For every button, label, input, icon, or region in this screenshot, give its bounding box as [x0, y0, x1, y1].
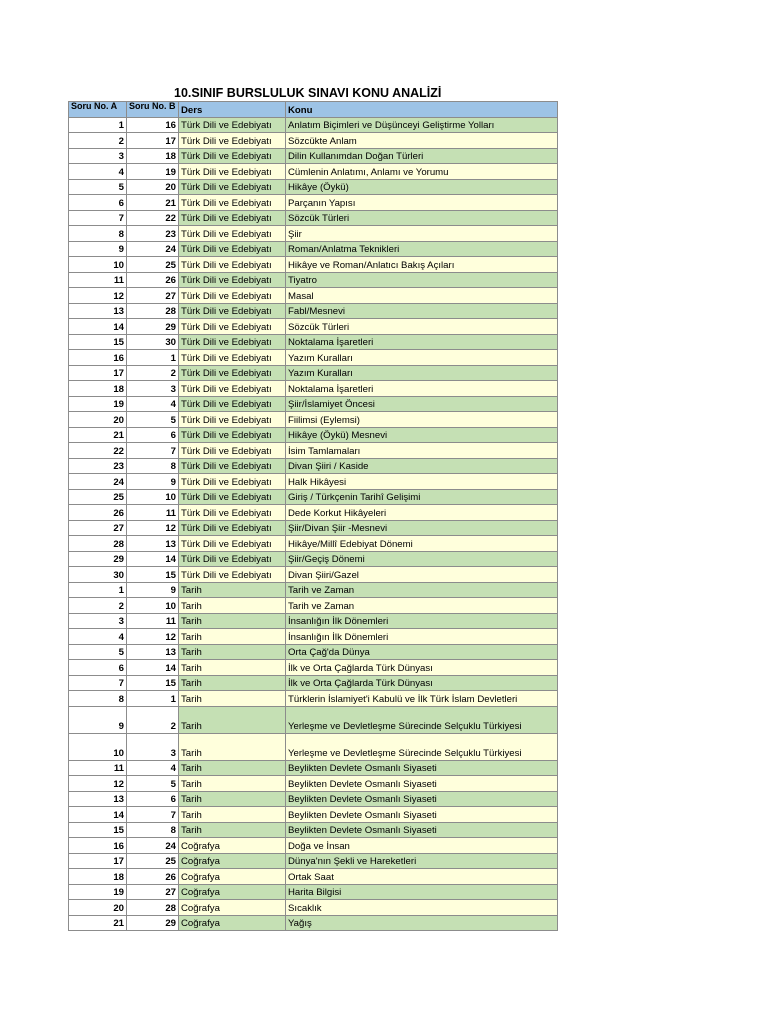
table-row [69, 474, 558, 490]
cell-ders: Tarih [179, 691, 286, 707]
cell-soru-no-a: 7 [69, 675, 127, 691]
cell-konu: Yağış [286, 915, 558, 931]
table-row [69, 272, 558, 288]
cell-soru-no-a: 5 [69, 179, 127, 195]
cell-soru-no-b: 10 [127, 598, 179, 614]
cell-soru-no-b: 12 [127, 520, 179, 536]
cell-konu: Cümlenin Anlatımı, Anlamı ve Yorumu [286, 164, 558, 180]
cell-soru-no-a: 19 [69, 884, 127, 900]
table-row [69, 900, 558, 916]
cell-konu: Beylikten Devlete Osmanlı Siyaseti [286, 807, 558, 823]
cell-soru-no-b: 2 [127, 706, 179, 733]
cell-soru-no-a: 22 [69, 443, 127, 459]
cell-soru-no-b: 26 [127, 272, 179, 288]
cell-konu: Giriş / Türkçenin Tarihî Gelişimi [286, 489, 558, 505]
cell-soru-no-a: 15 [69, 822, 127, 838]
table-row [69, 791, 558, 807]
cell-soru-no-a: 9 [69, 241, 127, 257]
cell-konu: Şiir [286, 226, 558, 242]
cell-konu: İlk ve Orta Çağlarda Türk Dünyası [286, 675, 558, 691]
topic-analysis-table [68, 101, 558, 931]
cell-konu: Beylikten Devlete Osmanlı Siyaseti [286, 760, 558, 776]
cell-ders: Türk Dili ve Edebiyatı [179, 396, 286, 412]
cell-soru-no-a: 27 [69, 520, 127, 536]
cell-konu: Türklerin İslamiyet'i Kabulü ve İlk Türk İslam Devletleri [286, 691, 558, 707]
table-row [69, 598, 558, 614]
cell-soru-no-a: 18 [69, 869, 127, 885]
cell-ders: Coğrafya [179, 853, 286, 869]
table-row [69, 288, 558, 304]
cell-soru-no-b: 16 [127, 117, 179, 133]
cell-soru-no-b: 14 [127, 551, 179, 567]
header-ders: Ders [179, 102, 286, 118]
cell-soru-no-a: 4 [69, 629, 127, 645]
cell-konu: Roman/Anlatma Teknikleri [286, 241, 558, 257]
table-row [69, 838, 558, 854]
cell-soru-no-a: 14 [69, 319, 127, 335]
cell-konu: Hikâye (Öykü) Mesnevi [286, 427, 558, 443]
cell-soru-no-b: 11 [127, 613, 179, 629]
cell-konu: İlk ve Orta Çağlarda Türk Dünyası [286, 660, 558, 676]
cell-ders: Türk Dili ve Edebiyatı [179, 195, 286, 211]
cell-ders: Türk Dili ve Edebiyatı [179, 505, 286, 521]
cell-soru-no-b: 11 [127, 505, 179, 521]
cell-ders: Tarih [179, 582, 286, 598]
cell-konu: Tiyatro [286, 272, 558, 288]
table-row [69, 613, 558, 629]
cell-konu: Sıcaklık [286, 900, 558, 916]
table-row [69, 807, 558, 823]
cell-ders: Türk Dili ve Edebiyatı [179, 257, 286, 273]
cell-konu: Divan Şiiri/Gazel [286, 567, 558, 583]
cell-konu: Fiilimsi (Eylemsi) [286, 412, 558, 428]
table-row [69, 706, 558, 733]
cell-konu: Sözcük Türleri [286, 319, 558, 335]
cell-konu: İsim Tamlamaları [286, 443, 558, 459]
cell-konu: İnsanlığın İlk Dönemleri [286, 629, 558, 645]
table-row [69, 458, 558, 474]
cell-konu: Yazım Kuralları [286, 350, 558, 366]
cell-soru-no-b: 7 [127, 443, 179, 459]
cell-soru-no-b: 25 [127, 853, 179, 869]
cell-soru-no-a: 14 [69, 807, 127, 823]
table-row [69, 915, 558, 931]
table-row [69, 226, 558, 242]
cell-konu: Yerleşme ve Devletleşme Sürecinde Selçuklu Türkiyesi [286, 733, 558, 760]
cell-soru-no-a: 5 [69, 644, 127, 660]
cell-konu: Yazım Kuralları [286, 365, 558, 381]
cell-ders: Tarih [179, 598, 286, 614]
cell-soru-no-a: 16 [69, 838, 127, 854]
cell-soru-no-a: 17 [69, 853, 127, 869]
table-row [69, 365, 558, 381]
cell-soru-no-a: 20 [69, 412, 127, 428]
cell-soru-no-b: 2 [127, 365, 179, 381]
cell-soru-no-a: 23 [69, 458, 127, 474]
cell-soru-no-b: 8 [127, 458, 179, 474]
table-row [69, 660, 558, 676]
cell-soru-no-a: 15 [69, 334, 127, 350]
cell-ders: Tarih [179, 629, 286, 645]
cell-soru-no-a: 17 [69, 365, 127, 381]
cell-konu: Şiir/Divan Şiir -Mesnevi [286, 520, 558, 536]
cell-ders: Coğrafya [179, 869, 286, 885]
table-row [69, 551, 558, 567]
cell-ders: Türk Dili ve Edebiyatı [179, 148, 286, 164]
cell-soru-no-a: 21 [69, 427, 127, 443]
cell-konu: Noktalama İşaretleri [286, 381, 558, 397]
cell-soru-no-b: 4 [127, 760, 179, 776]
cell-konu: Tarih ve Zaman [286, 598, 558, 614]
cell-soru-no-b: 6 [127, 791, 179, 807]
cell-konu: Hikâye (Öykü) [286, 179, 558, 195]
cell-soru-no-a: 10 [69, 257, 127, 273]
cell-soru-no-b: 5 [127, 776, 179, 792]
cell-konu: Hikâye/Millî Edebiyat Dönemi [286, 536, 558, 552]
cell-ders: Türk Dili ve Edebiyatı [179, 536, 286, 552]
cell-soru-no-a: 8 [69, 691, 127, 707]
cell-soru-no-a: 3 [69, 613, 127, 629]
cell-konu: Hikâye ve Roman/Anlatıcı Bakış Açıları [286, 257, 558, 273]
cell-ders: Türk Dili ve Edebiyatı [179, 551, 286, 567]
cell-ders: Coğrafya [179, 838, 286, 854]
cell-ders: Coğrafya [179, 884, 286, 900]
cell-konu: Harita Bilgisi [286, 884, 558, 900]
cell-konu: Ortak Saat [286, 869, 558, 885]
cell-soru-no-b: 7 [127, 807, 179, 823]
cell-konu: Beylikten Devlete Osmanlı Siyaseti [286, 776, 558, 792]
page-title: 10.SINIF BURSLULUK SINAVI KONU ANALİZİ [174, 86, 442, 100]
cell-konu: Fabl/Mesnevi [286, 303, 558, 319]
cell-konu: Tarih ve Zaman [286, 582, 558, 598]
cell-ders: Tarih [179, 733, 286, 760]
cell-soru-no-b: 15 [127, 567, 179, 583]
cell-konu: Masal [286, 288, 558, 304]
cell-soru-no-b: 25 [127, 257, 179, 273]
cell-konu: Yerleşme ve Devletleşme Sürecinde Selçuklu Türkiyesi [286, 706, 558, 733]
table-row [69, 117, 558, 133]
cell-soru-no-a: 29 [69, 551, 127, 567]
table-row [69, 319, 558, 335]
cell-soru-no-b: 28 [127, 303, 179, 319]
cell-ders: Türk Dili ve Edebiyatı [179, 226, 286, 242]
cell-soru-no-b: 29 [127, 319, 179, 335]
cell-ders: Türk Dili ve Edebiyatı [179, 458, 286, 474]
cell-konu: Anlatım Biçimleri ve Düşünceyi Geliştirme Yolları [286, 117, 558, 133]
table-row [69, 412, 558, 428]
cell-soru-no-a: 30 [69, 567, 127, 583]
cell-soru-no-b: 26 [127, 869, 179, 885]
table-row [69, 210, 558, 226]
cell-konu: Beylikten Devlete Osmanlı Siyaseti [286, 822, 558, 838]
cell-ders: Tarih [179, 807, 286, 823]
cell-soru-no-b: 5 [127, 412, 179, 428]
cell-ders: Türk Dili ve Edebiyatı [179, 489, 286, 505]
cell-ders: Tarih [179, 776, 286, 792]
cell-konu: Halk Hikâyesi [286, 474, 558, 490]
cell-soru-no-a: 26 [69, 505, 127, 521]
table-row [69, 869, 558, 885]
header-konu: Konu [286, 102, 558, 118]
table-row [69, 257, 558, 273]
cell-soru-no-b: 17 [127, 133, 179, 149]
cell-soru-no-b: 15 [127, 675, 179, 691]
cell-soru-no-a: 7 [69, 210, 127, 226]
cell-soru-no-b: 1 [127, 350, 179, 366]
cell-soru-no-a: 8 [69, 226, 127, 242]
table-row [69, 443, 558, 459]
cell-ders: Türk Dili ve Edebiyatı [179, 350, 286, 366]
cell-konu: Sözcük Türleri [286, 210, 558, 226]
cell-ders: Coğrafya [179, 915, 286, 931]
cell-ders: Türk Dili ve Edebiyatı [179, 288, 286, 304]
cell-soru-no-a: 11 [69, 760, 127, 776]
cell-soru-no-b: 6 [127, 427, 179, 443]
cell-soru-no-a: 2 [69, 133, 127, 149]
cell-konu: Divan Şiiri / Kaside [286, 458, 558, 474]
table-row [69, 853, 558, 869]
cell-soru-no-b: 28 [127, 900, 179, 916]
header-soru-no-a: Soru No. A [69, 102, 127, 118]
table-header-row [69, 102, 558, 118]
cell-soru-no-b: 29 [127, 915, 179, 931]
cell-soru-no-a: 4 [69, 164, 127, 180]
cell-soru-no-b: 20 [127, 179, 179, 195]
cell-soru-no-b: 18 [127, 148, 179, 164]
cell-ders: Türk Dili ve Edebiyatı [179, 474, 286, 490]
table-row [69, 733, 558, 760]
cell-soru-no-b: 9 [127, 582, 179, 598]
cell-ders: Türk Dili ve Edebiyatı [179, 319, 286, 335]
cell-ders: Türk Dili ve Edebiyatı [179, 334, 286, 350]
cell-soru-no-b: 21 [127, 195, 179, 211]
cell-soru-no-a: 19 [69, 396, 127, 412]
header-soru-no-b: Soru No. B [127, 102, 179, 118]
table-row [69, 427, 558, 443]
cell-soru-no-a: 3 [69, 148, 127, 164]
table-row [69, 303, 558, 319]
table-row [69, 567, 558, 583]
table-row [69, 520, 558, 536]
cell-ders: Coğrafya [179, 900, 286, 916]
cell-soru-no-a: 13 [69, 303, 127, 319]
table-body [69, 117, 558, 931]
table-row [69, 675, 558, 691]
cell-ders: Tarih [179, 644, 286, 660]
cell-soru-no-a: 21 [69, 915, 127, 931]
table-row [69, 381, 558, 397]
cell-ders: Tarih [179, 760, 286, 776]
table-row [69, 350, 558, 366]
table-row [69, 884, 558, 900]
cell-ders: Türk Dili ve Edebiyatı [179, 210, 286, 226]
cell-konu: Orta Çağ'da Dünya [286, 644, 558, 660]
table-row [69, 822, 558, 838]
cell-soru-no-b: 1 [127, 691, 179, 707]
cell-soru-no-b: 13 [127, 644, 179, 660]
table-row [69, 536, 558, 552]
cell-soru-no-a: 12 [69, 288, 127, 304]
cell-ders: Türk Dili ve Edebiyatı [179, 381, 286, 397]
cell-soru-no-b: 24 [127, 241, 179, 257]
cell-konu: Dede Korkut Hikâyeleri [286, 505, 558, 521]
table-row [69, 396, 558, 412]
cell-soru-no-b: 4 [127, 396, 179, 412]
cell-soru-no-a: 1 [69, 582, 127, 598]
cell-soru-no-a: 6 [69, 195, 127, 211]
cell-soru-no-b: 19 [127, 164, 179, 180]
cell-soru-no-a: 1 [69, 117, 127, 133]
cell-soru-no-a: 6 [69, 660, 127, 676]
cell-soru-no-a: 11 [69, 272, 127, 288]
cell-ders: Türk Dili ve Edebiyatı [179, 133, 286, 149]
cell-soru-no-b: 27 [127, 288, 179, 304]
table-row [69, 164, 558, 180]
table-row [69, 133, 558, 149]
cell-ders: Türk Dili ve Edebiyatı [179, 179, 286, 195]
cell-ders: Türk Dili ve Edebiyatı [179, 427, 286, 443]
table-row [69, 629, 558, 645]
cell-konu: İnsanlığın İlk Dönemleri [286, 613, 558, 629]
cell-soru-no-a: 24 [69, 474, 127, 490]
table-row [69, 489, 558, 505]
cell-konu: Beylikten Devlete Osmanlı Siyaseti [286, 791, 558, 807]
cell-soru-no-a: 25 [69, 489, 127, 505]
cell-soru-no-a: 13 [69, 791, 127, 807]
cell-konu: Parçanın Yapısı [286, 195, 558, 211]
table-row [69, 179, 558, 195]
cell-ders: Türk Dili ve Edebiyatı [179, 272, 286, 288]
cell-soru-no-a: 16 [69, 350, 127, 366]
cell-soru-no-b: 14 [127, 660, 179, 676]
cell-soru-no-b: 23 [127, 226, 179, 242]
cell-konu: Doğa ve İnsan [286, 838, 558, 854]
cell-ders: Tarih [179, 675, 286, 691]
cell-soru-no-a: 28 [69, 536, 127, 552]
cell-ders: Türk Dili ve Edebiyatı [179, 303, 286, 319]
cell-soru-no-a: 10 [69, 733, 127, 760]
cell-konu: Dünya'nın Şekli ve Hareketleri [286, 853, 558, 869]
cell-soru-no-a: 9 [69, 706, 127, 733]
cell-soru-no-a: 18 [69, 381, 127, 397]
cell-ders: Tarih [179, 791, 286, 807]
cell-soru-no-b: 10 [127, 489, 179, 505]
cell-soru-no-b: 3 [127, 381, 179, 397]
cell-konu: Şiir/İslamiyet Öncesi [286, 396, 558, 412]
cell-ders: Tarih [179, 822, 286, 838]
table-row [69, 334, 558, 350]
cell-ders: Türk Dili ve Edebiyatı [179, 117, 286, 133]
cell-soru-no-a: 20 [69, 900, 127, 916]
table-row [69, 776, 558, 792]
cell-soru-no-b: 12 [127, 629, 179, 645]
cell-ders: Tarih [179, 613, 286, 629]
cell-soru-no-b: 8 [127, 822, 179, 838]
cell-soru-no-b: 24 [127, 838, 179, 854]
cell-soru-no-b: 30 [127, 334, 179, 350]
table-row [69, 505, 558, 521]
cell-soru-no-b: 9 [127, 474, 179, 490]
table-row [69, 582, 558, 598]
cell-soru-no-b: 22 [127, 210, 179, 226]
cell-konu: Sözcükte Anlam [286, 133, 558, 149]
table-row [69, 644, 558, 660]
cell-konu: Dilin Kullanımdan Doğan Türleri [286, 148, 558, 164]
cell-ders: Türk Dili ve Edebiyatı [179, 412, 286, 428]
cell-ders: Tarih [179, 660, 286, 676]
cell-soru-no-b: 27 [127, 884, 179, 900]
cell-soru-no-a: 12 [69, 776, 127, 792]
cell-konu: Şiir/Geçiş Dönemi [286, 551, 558, 567]
cell-soru-no-a: 2 [69, 598, 127, 614]
table-row [69, 148, 558, 164]
cell-ders: Türk Dili ve Edebiyatı [179, 365, 286, 381]
cell-soru-no-b: 13 [127, 536, 179, 552]
table-row [69, 241, 558, 257]
table-row [69, 691, 558, 707]
table-row [69, 195, 558, 211]
cell-ders: Türk Dili ve Edebiyatı [179, 520, 286, 536]
cell-ders: Türk Dili ve Edebiyatı [179, 164, 286, 180]
cell-soru-no-b: 3 [127, 733, 179, 760]
cell-konu: Noktalama İşaretleri [286, 334, 558, 350]
cell-ders: Türk Dili ve Edebiyatı [179, 241, 286, 257]
cell-ders: Tarih [179, 706, 286, 733]
cell-ders: Türk Dili ve Edebiyatı [179, 443, 286, 459]
cell-ders: Türk Dili ve Edebiyatı [179, 567, 286, 583]
table-row [69, 760, 558, 776]
